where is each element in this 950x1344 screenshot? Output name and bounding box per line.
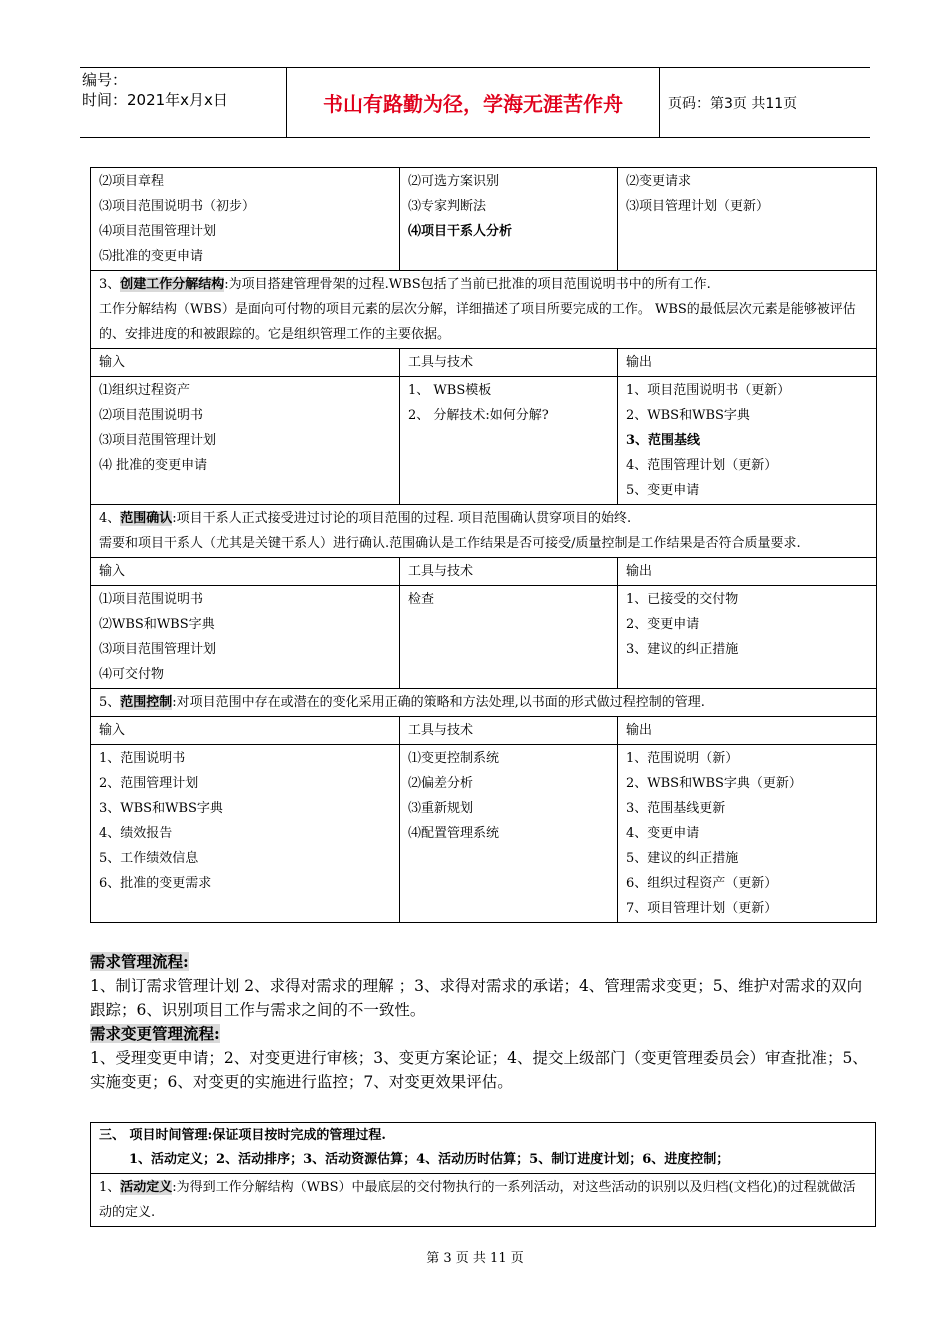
top-tools-cell: [400, 168, 618, 271]
column-header: 输入: [91, 717, 400, 745]
list-item: ⑵项目章程: [99, 174, 165, 189]
motto: 书山有路勤为径，学海无涯苦作舟: [286, 68, 660, 137]
top-inputs-cell: [91, 168, 400, 271]
control-definition: :对项目范围中存在或潜在的变化采用正确的策略和方法处理,以书面的形式做过程控制的管理.: [172, 695, 705, 710]
list-item: 1、范围说明（新）: [626, 751, 739, 766]
wbs-outputs-cell: [618, 377, 877, 505]
wbs-term: 创建工作分解结构: [120, 277, 225, 292]
list-item: ⑵可选方案识别: [408, 174, 500, 189]
activity-definition-desc: :为得到工作分解结构（WBS）中最底层的交付物执行的一系列活动，对这些活动的识别以及归档(文档化)的过程就做活动的定义.: [99, 1180, 856, 1220]
list-item: 3、范围基线更新: [626, 801, 726, 816]
wbs-description: [91, 271, 877, 349]
list-item: 1、 WBS模板: [408, 383, 492, 398]
column-header: 工具与技术: [400, 717, 618, 745]
page-header: [80, 67, 870, 138]
control-outputs-cell: [618, 745, 877, 923]
table-row: [91, 271, 877, 349]
header-meta: [80, 68, 286, 137]
list-item: ⑶项目范围说明书（初步）: [99, 199, 256, 214]
list-item: ⑷项目干系人分析: [408, 224, 513, 239]
control-term: 范围控制: [120, 695, 173, 710]
verify-description: [91, 505, 877, 558]
list-item: ⑴变更控制系统: [408, 751, 500, 766]
list-item: 2、 分解技术:如何分解?: [408, 408, 549, 423]
table-row: [91, 1174, 876, 1227]
section-number: 1、: [99, 1180, 121, 1195]
column-header: 输入: [91, 349, 400, 377]
list-item: 1、范围说明书: [99, 751, 186, 766]
list-item: ⑴项目范围说明书: [99, 592, 204, 607]
time-mgmt-processes: 1、活动定义；2、活动排序；3、活动资源估算；4、活动历时估算；5、制订进度计划；6、进度控制；: [129, 1152, 730, 1167]
number-label: 编号：: [82, 71, 128, 89]
table-row: [91, 745, 877, 923]
column-header: 工具与技术: [400, 349, 618, 377]
verify-tools-cell: [400, 586, 618, 689]
req-change-title: 需求变更管理流程:: [90, 1024, 220, 1043]
list-item: 4、范围管理计划（更新）: [626, 458, 778, 473]
section-number: 3、: [99, 277, 121, 292]
list-item: 3、WBS和WBS字典: [99, 801, 223, 816]
column-header: 输入: [91, 558, 400, 586]
list-item: 2、变更申请: [626, 617, 700, 632]
column-header: 输出: [618, 349, 877, 377]
list-item: ⑵偏差分析: [408, 776, 474, 791]
list-item: ⑷配置管理系统: [408, 826, 500, 841]
list-item: 4、变更申请: [626, 826, 700, 841]
column-header: 工具与技术: [400, 558, 618, 586]
list-item: 3、建议的纠正措施: [626, 642, 739, 657]
verify-desc: 需要和项目干系人（尤其是关键干系人）进行确认.范围确认是工作结果是否可接受/质量控制是工作结果是否符合质量要求.: [99, 536, 801, 551]
table-header-row: [91, 558, 877, 586]
list-item: ⑶重新规划: [408, 801, 474, 816]
table-header-row: [91, 349, 877, 377]
section-number: 5、: [99, 695, 121, 710]
list-item: 检查: [408, 592, 435, 607]
column-header: 输出: [618, 558, 877, 586]
table-row: [91, 1123, 876, 1174]
wbs-inputs-cell: [91, 377, 400, 505]
list-item: 2、WBS和WBS字典: [626, 408, 750, 423]
list-item: 5、工作绩效信息: [99, 851, 199, 866]
table-row: [91, 168, 877, 271]
list-item: ⑸批准的变更申请: [99, 249, 204, 264]
control-description: [91, 689, 877, 717]
time-mgmt-table: [90, 1122, 876, 1227]
section-number: 4、: [99, 511, 121, 526]
list-item: 6、组织过程资产（更新）: [626, 876, 778, 891]
verify-definition: :项目干系人正式接受进过讨论的项目范围的过程. 项目范围确认贯穿项目的始终.: [172, 511, 632, 526]
page-label: 页码：第3页 共11页: [668, 95, 798, 112]
time-mgmt-header: [91, 1123, 876, 1174]
list-item: 2、WBS和WBS字典（更新）: [626, 776, 802, 791]
list-item: ⑴组织过程资产: [99, 383, 191, 398]
req-mgmt-section: [90, 950, 876, 1094]
control-tools-cell: [400, 745, 618, 923]
table-row: [91, 586, 877, 689]
control-inputs-cell: [91, 745, 400, 923]
table-header-row: [91, 717, 877, 745]
list-item: 4、绩效报告: [99, 826, 173, 841]
list-item: 1、项目范围说明书（更新）: [626, 383, 791, 398]
time-label: 时间：2021年x月x日: [82, 91, 228, 109]
table-row: [91, 689, 877, 717]
list-item: ⑷ 批准的变更申请: [99, 458, 208, 473]
activity-definition-cell: [91, 1174, 876, 1227]
activity-definition-term: 活动定义: [120, 1180, 173, 1195]
list-item: ⑵变更请求: [626, 174, 692, 189]
list-item: ⑷项目范围管理计划: [99, 224, 217, 239]
list-item: 7、项目管理计划（更新）: [626, 901, 778, 916]
table-row: [91, 505, 877, 558]
list-item: ⑶项目范围管理计划: [99, 433, 217, 448]
req-mgmt-title: 需求管理流程:: [90, 952, 189, 971]
list-item: ⑶项目范围管理计划: [99, 642, 217, 657]
list-item: ⑶项目管理计划（更新）: [626, 199, 770, 214]
top-outputs-cell: [618, 168, 877, 271]
wbs-tools-cell: [400, 377, 618, 505]
list-item: ⑶专家判断法: [408, 199, 487, 214]
list-item: 3、范围基线: [626, 433, 701, 448]
wbs-desc: 工作分解结构（WBS）是面向可付物的项目元素的层次分解，详细描述了项目所要完成的工作。 WBS的最低层次元素是能够被评估的、安排进度的和被跟踪的。它是组织管理工作的主要依据。: [99, 302, 856, 342]
verify-inputs-cell: [91, 586, 400, 689]
scope-table: [90, 167, 877, 923]
list-item: ⑵项目范围说明书: [99, 408, 204, 423]
table-row: [91, 377, 877, 505]
list-item: ⑵WBS和WBS字典: [99, 617, 215, 632]
verify-term: 范围确认: [120, 511, 173, 526]
list-item: ⑷可交付物: [99, 667, 165, 682]
wbs-definition: :为项目搭建管理骨架的过程.WBS包括了当前已批准的项目范围说明书中的所有工作.: [224, 277, 711, 292]
list-item: 2、范围管理计划: [99, 776, 199, 791]
list-item: 1、已接受的交付物: [626, 592, 739, 607]
time-mgmt-title: 三、 项目时间管理:保证项目按时完成的管理过程.: [99, 1128, 386, 1143]
req-mgmt-body: 1、制订需求管理计划 2、求得对需求的理解 ；3、求得对需求的承诺；4、管理需求变更；5、维护对需求的双向跟踪；6、识别项目工作与需求之间的不一致性。: [90, 977, 863, 1019]
page-footer: 第 3 页 共 11 页: [426, 1251, 524, 1266]
verify-outputs-cell: [618, 586, 877, 689]
list-item: 5、建议的纠正措施: [626, 851, 739, 866]
column-header: 输出: [618, 717, 877, 745]
list-item: 5、变更申请: [626, 483, 700, 498]
req-change-body: 1、受理变更申请；2、对变更进行审核；3、变更方案论证；4、提交上级部门（变更管理委员会）审查批准；5、实施变更；6、对变更的实施进行监控；7、对变更效果评估。: [90, 1049, 868, 1091]
list-item: 6、批准的变更需求: [99, 876, 212, 891]
